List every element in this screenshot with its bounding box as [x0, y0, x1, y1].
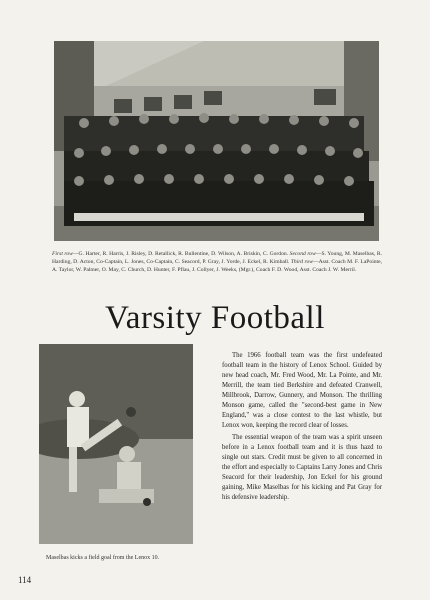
page-title: Varsity Football [105, 300, 325, 336]
first-row-label: First row [52, 251, 73, 257]
action-photo [39, 344, 193, 544]
first-row-names: —G. Harter, R. Harris, J. Risley, D. Retallick, R. Bullentine, D. Wilson, A. Briskin, C. Gordon. [72, 251, 289, 257]
third-row-label: Third row [290, 259, 313, 265]
second-row-label: Second row [289, 251, 316, 257]
action-photo-caption: Maselbas kicks a field goal from the Lenox 10. [46, 555, 160, 561]
team-photo-caption [52, 250, 382, 274]
action-photo-image [39, 344, 193, 544]
team-photo-image [54, 41, 379, 241]
team-photo [54, 41, 379, 241]
second-row-names: —S. Young, M. Maselbas, R. Harding, D. Acton, Co-Captain, L. Jones, Co-Captain, C. Seacord, P. Gray, J. Yorde, J. Eckel, R. Kimball. [52, 251, 382, 265]
page-number: 114 [18, 575, 32, 585]
body-paragraph-2: The essential weapon of the team was a spirit unseen before in a Lenox football team and it is thus hazd to single out stars. Credit must be given to all concerned in the effort and especially to Captains Larry Jones and Chris Seacord for their leadership, Jon Eckel for his ground gaining, Mike Maselbas for his kicking and Pat Gray for his defensive leadership. [222, 434, 382, 501]
body-paragraph-1: The 1966 football team was the first undefeated football team in the history of Lenox School. Guided by new head coach, Mr. Fred Wood, Mr. La Pointe, and Mr. Merrill, the team tied Berkshire and defeated Cranwell, Millbrook, Darrow, Gunnery, and Monson. The thrilling Monson game, called the "second-best game in New England," was a close contest to the last whistle, but Lenox won, keeping the record clear of losses. [222, 352, 382, 429]
article-body [222, 351, 382, 503]
third-row-names: —Asst. Coach M. F. LaPointe, A. Taylor, W. Palmer, O. May, C. Church, D. Hunter, F. Pflau, J. Collyer, J. Weeks, (Mgr.), Coach F. D. Wood, Asst. Coach J. W. Merril. [52, 259, 382, 273]
